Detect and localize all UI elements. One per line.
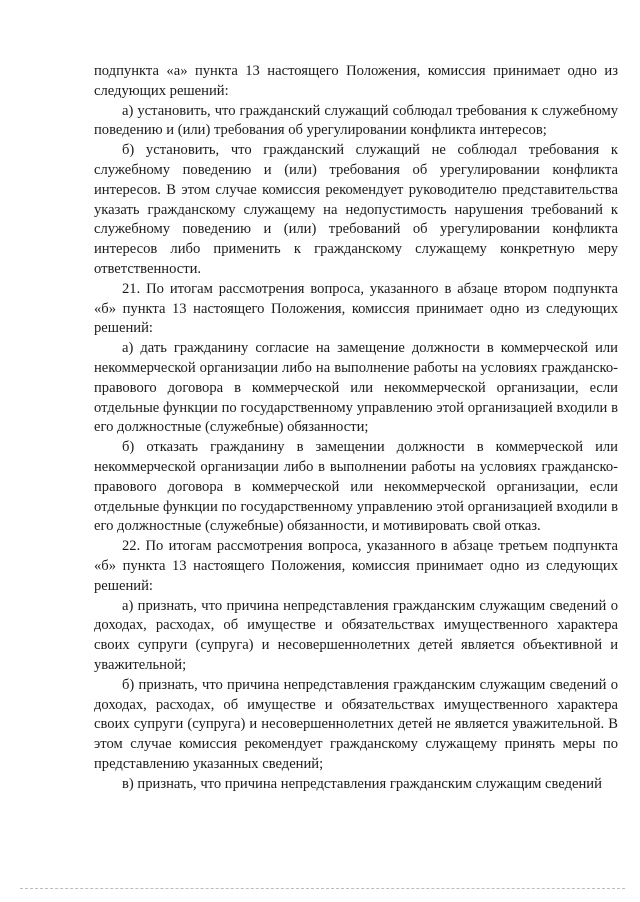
document-body	[94, 62, 618, 794]
paragraph-continuation-13a: подпункта «а» пункта 13 настоящего Положения, комиссия принимает одно из следующих решений:	[94, 63, 618, 99]
paragraph-21-b: б) отказать гражданину в замещении должности в коммерческой или некоммерческой организации либо в выполнении работы на условиях гражданско-правового договора в коммерческой или некоммерческой организации, если отдельные функции по государственному управлению этой организацией входили в его должностные (служебные) обязанности, и мотивировать свой отказ.	[94, 439, 618, 535]
paragraph-20-a: а) установить, что гражданский служащий соблюдал требования к служебному поведению и (или) требования об урегулировании конфликта интересов;	[94, 102, 618, 139]
paragraph-22-a: а) признать, что причина непредставления гражданским служащим сведений о доходах, расходах, об имуществе и обязательствах имущественного характера своих супруги (супруга) и несовершеннолетних детей является объективной и уважительной;	[94, 597, 618, 673]
paragraph-22-v: в) признать, что причина непредставления гражданским служащим сведений	[122, 775, 602, 792]
paragraph-21: 21. По итогам рассмотрения вопроса, указанного в абзаце втором подпункта «б» пункта 13 настоящего Положения, комиссия принимает одно из следующих решений:	[94, 280, 618, 337]
paragraph-20-b: б) установить, что гражданский служащий не соблюдал требования к служебному поведению и (или) требования об урегулировании конфликта интересов. В этом случае комиссия рекомендует руководителю представительства указать гражданскому служащему на недопустимость нарушения требований к служебному поведению и (или) требований об урегулировании конфликта интересов либо применить к гражданскому служащему конкретную меру ответственности.	[94, 142, 618, 277]
paragraph-22: 22. По итогам рассмотрения вопроса, указанного в абзаце третьем подпункта «б» пункта 13 настоящего Положения, комиссия принимает одно из следующих решений:	[94, 538, 618, 594]
scan-edge-line	[20, 888, 625, 889]
paragraph-21-a: а) дать гражданину согласие на замещение должности в коммерческой или некоммерческой организации либо на выполнение работы на условиях гражданско-правового договора в коммерческой или некоммерческой организации, если отдельные функции по государственному управлению этой организацией входили в его должностные (служебные) обязанности;	[94, 340, 618, 436]
paragraph-22-b: б) признать, что причина непредставления гражданским служащим сведений о доходах, расходах, об имуществе и обязательствах имущественного характера своих супруги (супруга) и несовершеннолетних детей не является уважительной. В этом случае комиссия рекомендует гражданскому служащему принять меры по представлению указанных сведений;	[94, 676, 618, 772]
